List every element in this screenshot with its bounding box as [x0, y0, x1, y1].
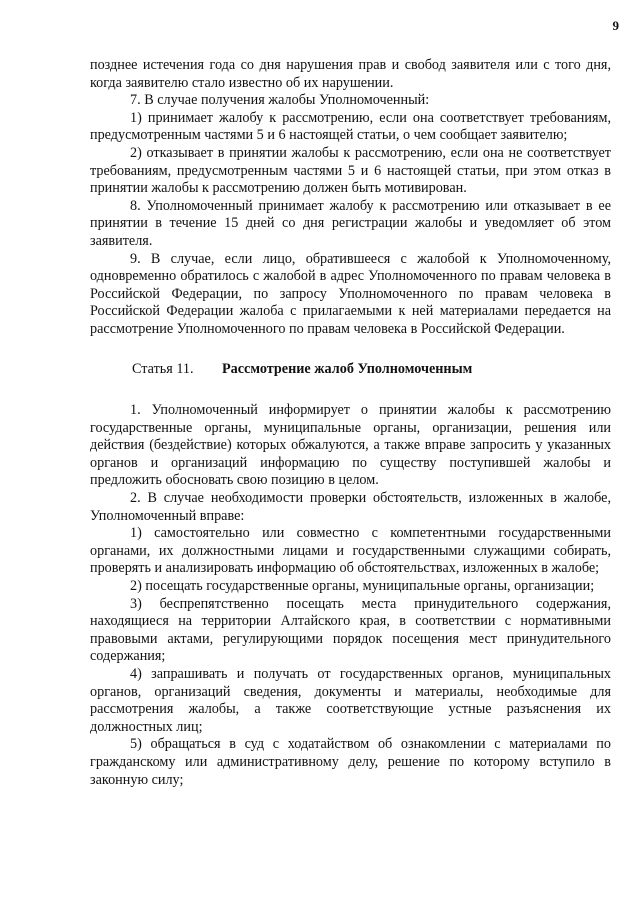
article-label: Статья 11.	[132, 360, 194, 377]
article-title: Рассмотрение жалоб Уполномоченным	[222, 360, 473, 377]
paragraph-clause-7-1: 1) принимает жалобу к рассмотрению, если она соответствует требованиям, предусмотренным частями 5 и 6 настоящей статьи, о чем сообщает заявителю;	[90, 109, 611, 144]
paragraph-clause-7: 7. В случае получения жалобы Уполномоченный:	[130, 92, 430, 109]
paragraph-continuation: позднее истечения года со дня нарушения прав и свобод заявителя или с того дня, когда заявителю стало известно об их нарушении.	[90, 57, 611, 91]
paragraph-clause-8: 8. Уполномоченный принимает жалобу к рассмотрению или отказывает в ее принятии в течение 15 дней со дня регистрации жалобы и уведомляет об этом заявителя.	[90, 197, 611, 249]
paragraph-article11-clause-2-4: 4) запрашивать и получать от государственных органов, муниципальных органов, организаций сведения, документы и материалы, необходимые для рассмотрения жалобы, а также соответствующие устные разъяснения их должностных лиц;	[90, 666, 611, 735]
paragraph-clause-7-2: 2) отказывает в принятии жалобы к рассмотрению, если она не соответствует требованиям, предусмотренным частями 5 и 6 настоящей статьи, при этом отказ в принятии жалобы к рассмотрению должен быть мотивирован.	[90, 144, 611, 197]
article-heading	[90, 361, 611, 379]
paragraph-article11-clause-2-1: 1) самостоятельно или совместно с компетентными государственными органами, их должностными лицами и государственными служащими собирать, проверять и анализировать информацию об обстоятельствах, изложенных в жалобе;	[90, 525, 611, 577]
page-number: 9	[612, 18, 619, 33]
paragraph-clause-9: 9. В случае, если лицо, обратившееся с жалобой к Уполномоченному, одновременно обратилось с жалобой в адрес Уполномоченного по правам человека в Российской Федерации, по запросу Уполномоченного по правам человека в Российской Федерации жалоба с прилагаемыми к ней материалами передается на рассмотрение Уполномоченного по правам человека в Российской Федерации.	[90, 250, 611, 337]
paragraph-article11-clause-2-3: 3) беспрепятственно посещать места принудительного содержания, находящиеся на территории Алтайского края, в соответствии с нормативными правовыми актами, регулирующими порядок посещения мест принудительного содержания;	[90, 595, 611, 665]
document-body	[90, 57, 611, 789]
paragraph-article11-clause-2-2: 2) посещать государственные органы, муниципальные органы, организации;	[130, 578, 595, 595]
paragraph-article11-clause-1: 1. Уполномоченный информирует о принятии жалобы к рассмотрению государственные органы, муниципальные органы, организации, решения или действия (бездействие) которых обжалуются, а также вправе запросить у указанных органов и организаций информацию по существу поступившей жалобы и предложить обосновать свою позицию в целом.	[90, 402, 611, 489]
paragraph-article11-clause-2: 2. В случае необходимости проверки обстоятельств, изложенных в жалобе, Уполномоченный вправе:	[90, 490, 611, 524]
paragraph-article11-clause-2-5: 5) обращаться в суд с ходатайством об ознакомлении с материалами по гражданскому или административному делу, решение по которому вступило в законную силу;	[90, 736, 611, 788]
